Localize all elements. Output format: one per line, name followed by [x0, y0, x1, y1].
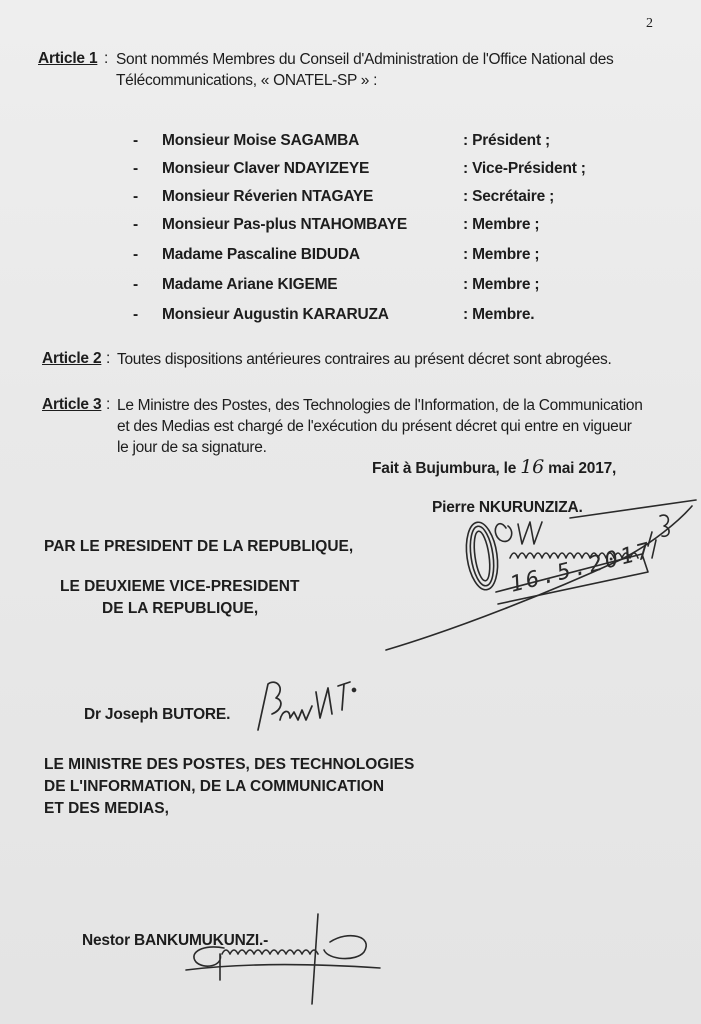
article-1-colon: :	[104, 50, 109, 67]
member-name: Monsieur Réverien NTAGAYE	[162, 188, 374, 205]
member-name: Madame Ariane KIGEME	[162, 276, 338, 293]
member-role: : Membre ;	[463, 246, 540, 263]
article-3-line-1: Le Ministre des Postes, des Technologies de l'Information, de la Communication	[117, 397, 643, 414]
member-dash: -	[133, 132, 138, 149]
member-dash: -	[133, 188, 138, 205]
member-row	[0, 160, 701, 184]
minister-title-3: ET DES MEDIAS,	[44, 800, 169, 817]
member-role: : Membre ;	[463, 276, 540, 293]
article-2-label: Article 2	[42, 350, 102, 367]
article-1-line-2: Télécommunications, « ONATEL-SP » :	[116, 72, 378, 89]
minister-name: Nestor BANKUMUKUNZI.-	[82, 932, 269, 949]
president-signature	[380, 488, 700, 658]
member-role: : Membre ;	[463, 216, 540, 233]
place-date	[372, 456, 616, 478]
member-name: Madame Pascaline BIDUDA	[162, 246, 360, 263]
member-row	[0, 276, 701, 300]
member-name: Monsieur Claver NDAYIZEYE	[162, 160, 370, 177]
article-2-colon: :	[106, 350, 111, 367]
vice-president-signature	[246, 670, 366, 740]
article-1-line-1: Sont nommés Membres du Conseil d'Administration de l'Office National des	[116, 51, 614, 68]
article-3-colon: :	[106, 396, 111, 413]
vice-president-title-2: DE LA REPUBLIQUE,	[102, 600, 259, 617]
par-le-president: PAR LE PRESIDENT DE LA REPUBLIQUE,	[44, 538, 354, 555]
member-row	[0, 306, 701, 330]
member-dash: -	[133, 160, 138, 177]
place-date-suffix: mai 2017,	[544, 460, 617, 477]
member-row	[0, 246, 701, 270]
vice-president-title-1: LE DEUXIEME VICE-PRESIDENT	[60, 578, 300, 595]
member-role: : Membre.	[463, 306, 535, 323]
member-role: : Président ;	[463, 132, 550, 149]
article-2-text: Toutes dispositions antérieures contraires au présent décret sont abrogées.	[117, 351, 612, 368]
page-number: 2	[646, 16, 653, 31]
member-row	[0, 132, 701, 156]
member-dash: -	[133, 246, 138, 263]
article-3-label: Article 3	[42, 396, 102, 413]
handwritten-day: 16	[520, 456, 545, 478]
member-dash: -	[133, 216, 138, 233]
vice-president-name: Dr Joseph BUTORE.	[84, 706, 231, 723]
member-name: Monsieur Pas-plus NTAHOMBAYE	[162, 216, 408, 233]
member-role: : Secrétaire ;	[463, 188, 555, 205]
member-dash: -	[133, 276, 138, 293]
article-3-line-2: et des Medias est chargé de l'exécution du présent décret qui entre en vigueur	[117, 418, 632, 435]
article-1-label: Article 1	[38, 50, 98, 67]
president-name: Pierre NKURUNZIZA.	[432, 499, 583, 516]
minister-title-1: LE MINISTRE DES POSTES, DES TECHNOLOGIES	[44, 756, 415, 773]
place-date-prefix: Fait à Bujumbura, le	[372, 460, 521, 477]
president-handwritten-date: 16.5.2017	[507, 538, 656, 598]
article-3-line-3: le jour de sa signature.	[117, 439, 267, 456]
minister-title-2: DE L'INFORMATION, DE LA COMMUNICATION	[44, 778, 385, 795]
member-name: Monsieur Augustin KARARUZA	[162, 306, 389, 323]
minister-signature	[180, 908, 390, 1008]
member-row	[0, 188, 701, 212]
member-row	[0, 216, 701, 240]
member-role: : Vice-Président ;	[463, 160, 586, 177]
member-name: Monsieur Moise SAGAMBA	[162, 132, 360, 149]
member-dash: -	[133, 306, 138, 323]
